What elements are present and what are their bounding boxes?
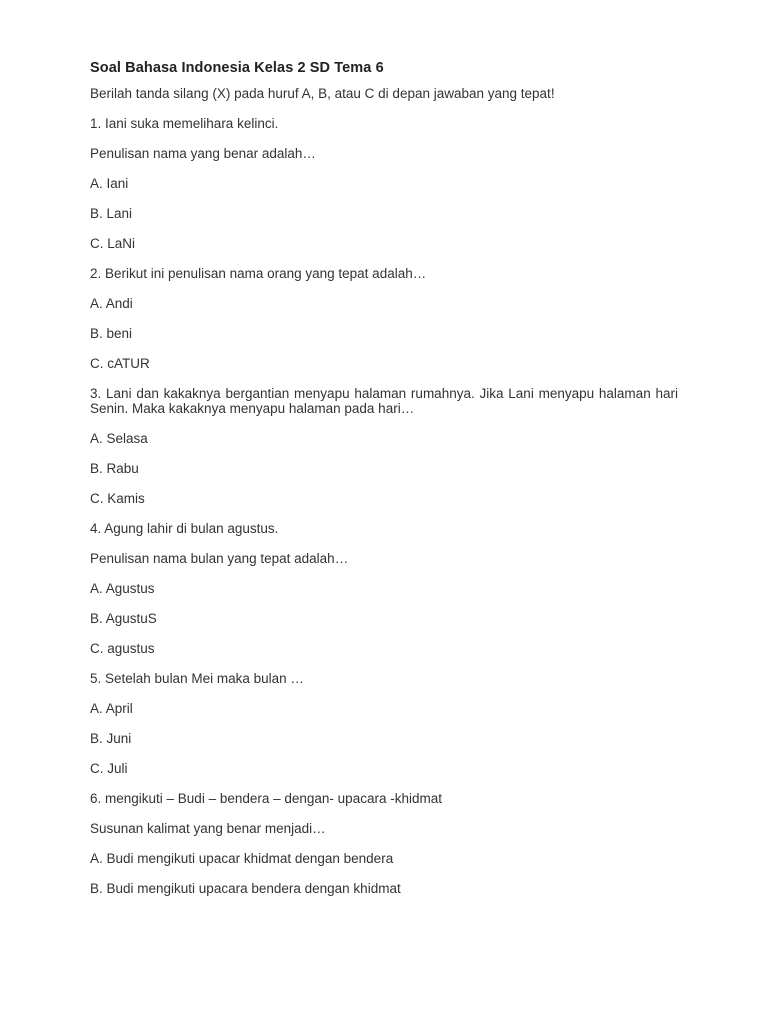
- instruction-text: Berilah tanda silang (X) pada huruf A, B, atau C di depan jawaban yang tepat!: [90, 86, 555, 101]
- question-4-option-c: C. agustus: [90, 641, 155, 656]
- question-5-option-a: A. April: [90, 701, 133, 716]
- question-6: 6. mengikuti – Budi – bendera – dengan- upacara -khidmat: [90, 791, 442, 806]
- question-1-option-c: C. LaNi: [90, 236, 136, 251]
- question-1-option-b: B. Lani: [90, 206, 133, 221]
- question-1-prompt: Penulisan nama yang benar adalah…: [90, 146, 316, 161]
- question-2-option-a: A. Andi: [90, 296, 133, 311]
- question-4-prompt: Penulisan nama bulan yang tepat adalah…: [90, 551, 349, 566]
- question-4-option-a: A. Agustus: [90, 581, 155, 596]
- question-3-option-a: A. Selasa: [90, 431, 148, 446]
- question-1-option-a: A. Iani: [90, 176, 129, 191]
- question-1: 1. Iani suka memelihara kelinci.: [90, 116, 279, 131]
- document-title: Soal Bahasa Indonesia Kelas 2 SD Tema 6: [90, 60, 384, 76]
- question-3-option-b: B. Rabu: [90, 461, 139, 476]
- question-3: 3. Lani dan kakaknya bergantian menyapu halaman rumahnya. Jika Lani menyapu halaman hari Senin. Maka kakaknya menyapu halaman pada hari…: [90, 386, 678, 416]
- document-page: [90, 58, 678, 896]
- question-6-prompt: Susunan kalimat yang benar menjadi…: [90, 821, 326, 836]
- question-6-option-b: B. Budi mengikuti upacara bendera dengan khidmat: [90, 881, 401, 896]
- question-5-option-c: C. Juli: [90, 761, 128, 776]
- question-2-option-b: B. beni: [90, 326, 133, 341]
- question-3-option-c: C. Kamis: [90, 491, 145, 506]
- question-2-option-c: C. cATUR: [90, 356, 150, 371]
- question-2: 2. Berikut ini penulisan nama orang yang tepat adalah…: [90, 266, 427, 281]
- question-4: 4. Agung lahir di bulan agustus.: [90, 521, 279, 536]
- question-6-option-a: A. Budi mengikuti upacar khidmat dengan bendera: [90, 851, 394, 866]
- question-5: 5. Setelah bulan Mei maka bulan …: [90, 671, 304, 686]
- question-4-option-b: B. AgustuS: [90, 611, 157, 626]
- question-5-option-b: B. Juni: [90, 731, 132, 746]
